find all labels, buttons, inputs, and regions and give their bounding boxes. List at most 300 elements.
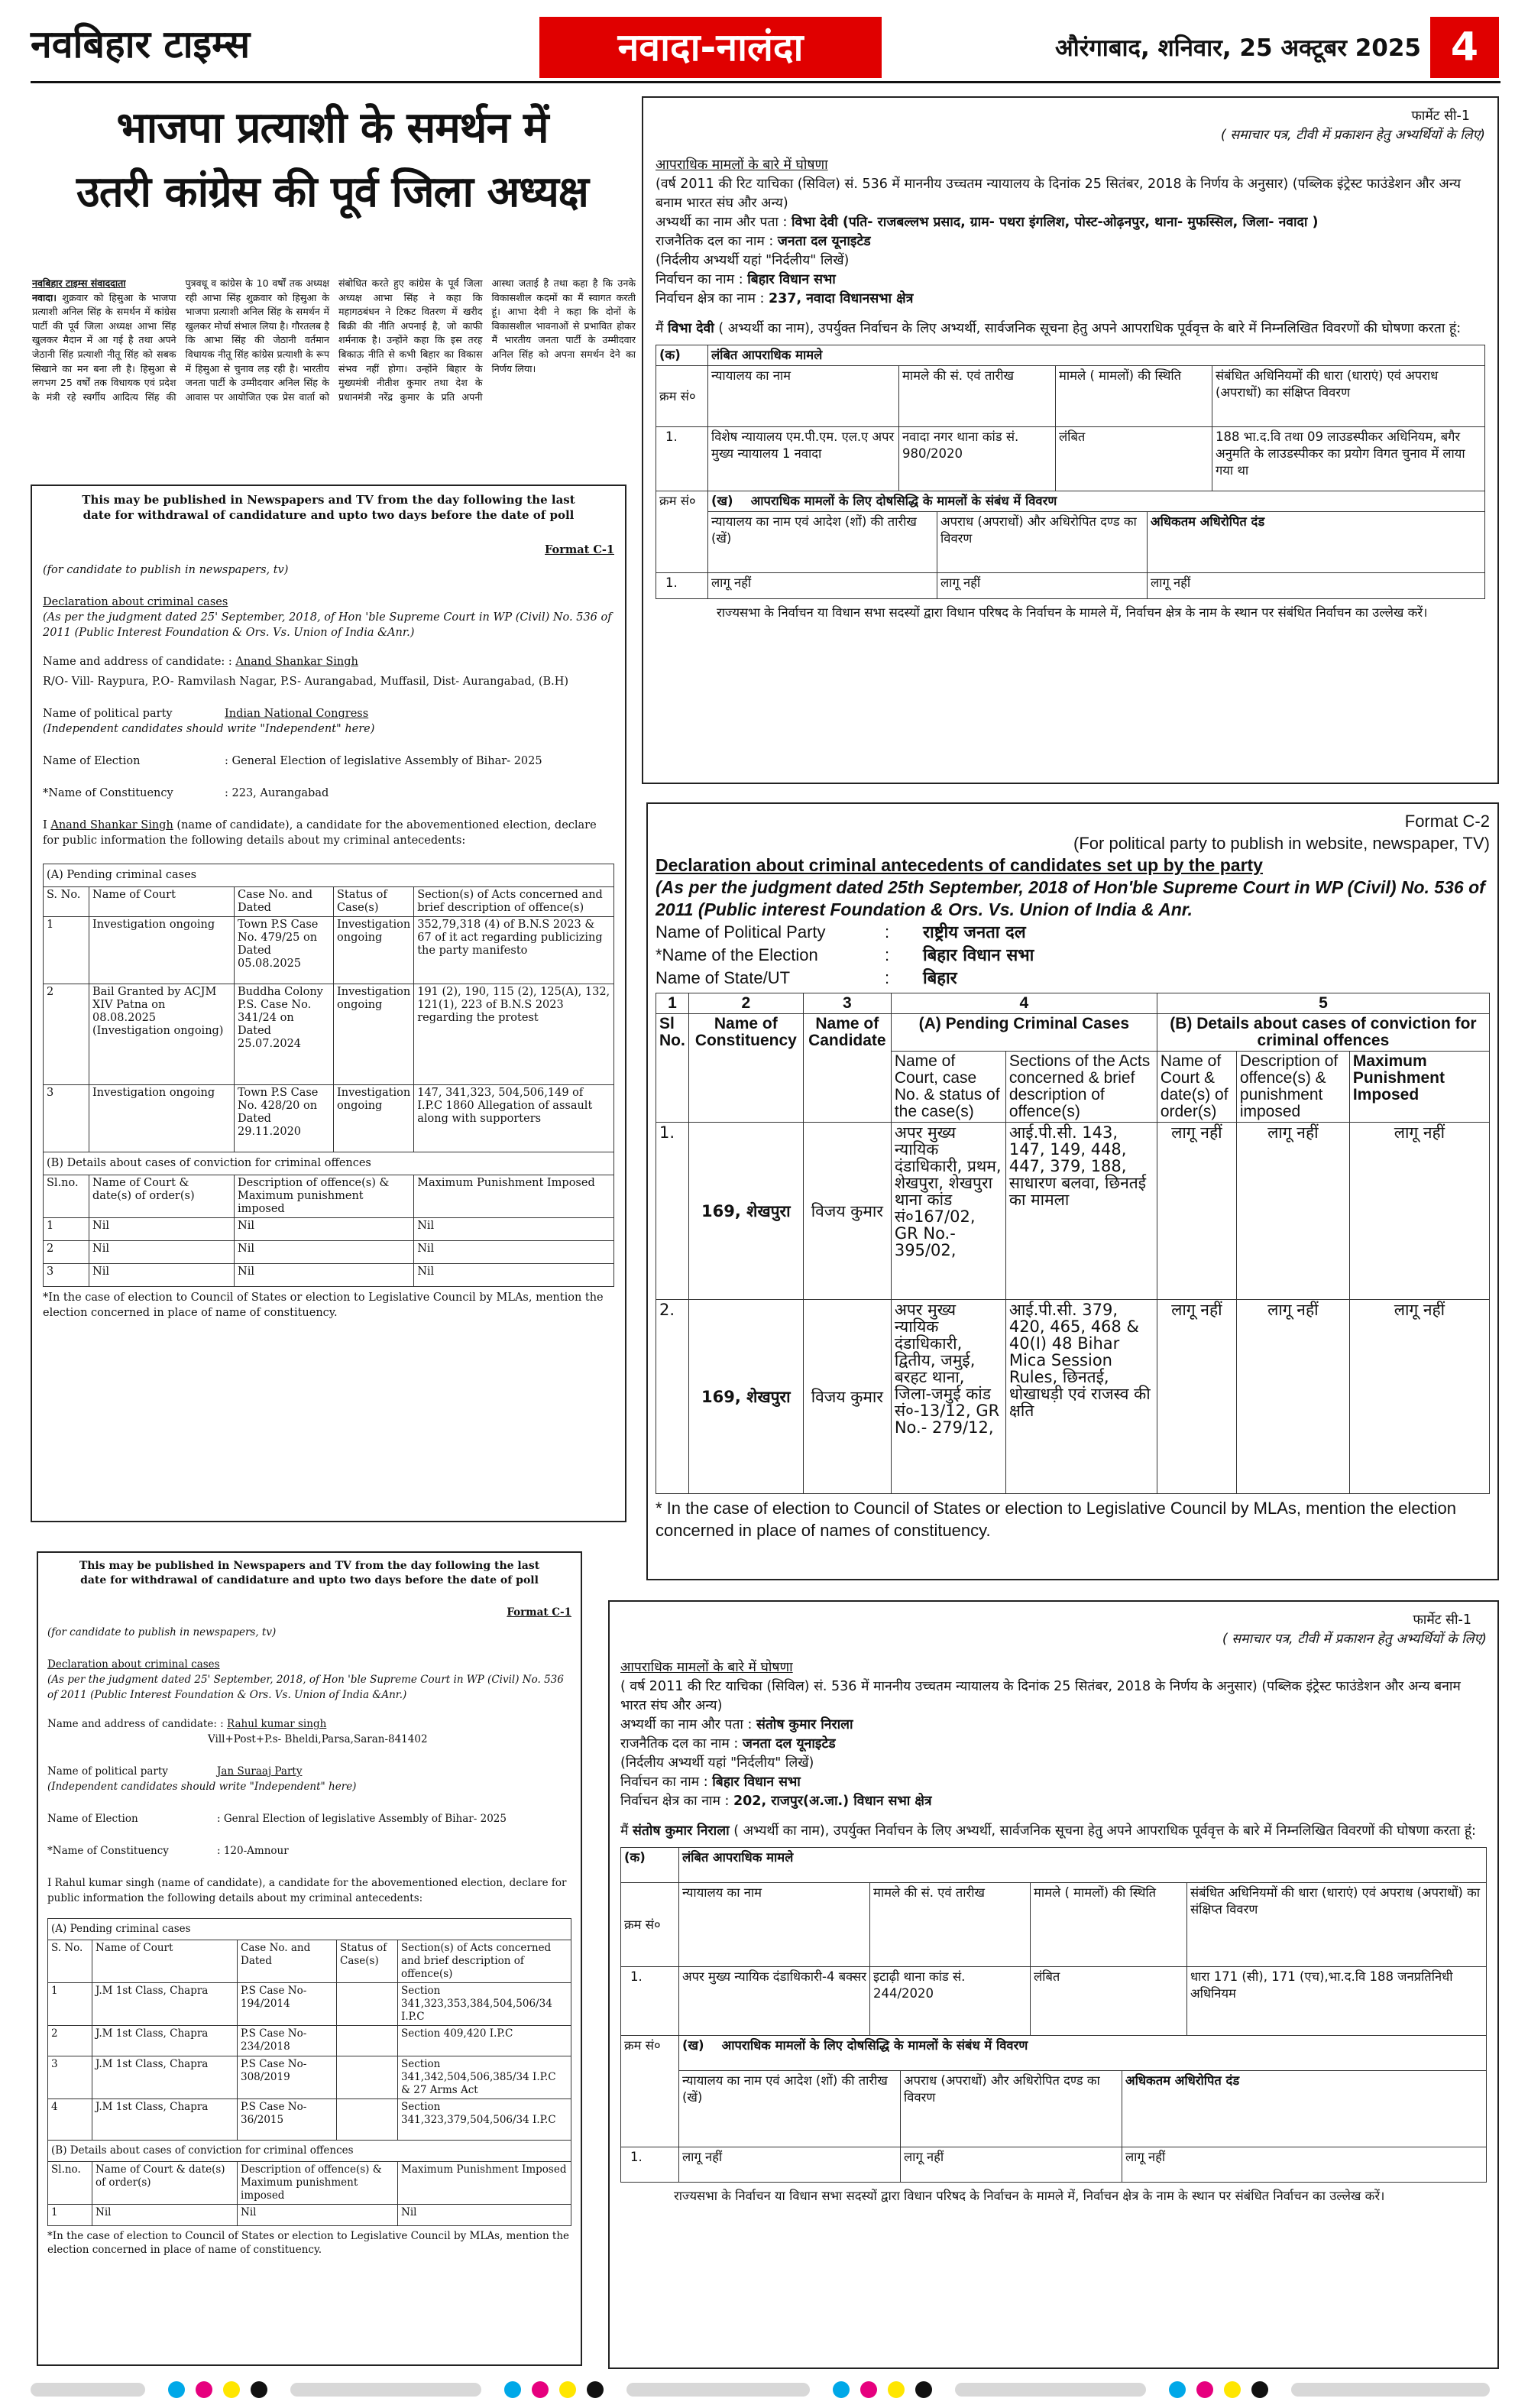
cell: 4 — [48, 2099, 92, 2141]
registration-bar — [31, 2383, 145, 2397]
col-header: Description of offence(s) & Maximum punishment imposed — [235, 1175, 414, 1218]
cell: विजय कुमार — [803, 1300, 891, 1494]
cell: Investigation ongoing — [334, 917, 414, 984]
cell: Nil — [414, 1218, 614, 1241]
headline — [31, 96, 634, 225]
cell: 3 — [44, 1264, 89, 1287]
election-name: बिहार विधान सभा — [747, 272, 836, 287]
election-label: Name of Election — [43, 755, 141, 767]
cell: Section 341,342,504,506,385/34 I.P.C & 27 Arms Act — [398, 2056, 571, 2099]
cell: इटाढ़ी थाना कांड सं. 244/2020 — [870, 1967, 1031, 2036]
candidate-name-label: अभ्यर्थी का नाम और पता : — [620, 1717, 753, 1732]
table-row — [656, 1123, 1490, 1300]
col-header: Section(s) of Acts concerned and brief description of offence(s) — [398, 1940, 571, 1983]
cell: Nil — [235, 1218, 414, 1241]
candidate-name-label: Name and address of candidate: : — [47, 1718, 224, 1730]
constituency-name: : 120-Amnour — [217, 1845, 289, 1857]
election-name: : General Election of legislative Assembly of Bihar- 2025 — [225, 755, 542, 767]
constituency-line — [47, 1843, 571, 1859]
col-number: 4 — [891, 993, 1157, 1014]
cell: Nil — [238, 2205, 398, 2226]
cell: Nil — [89, 1264, 235, 1287]
headline-line-2: उतरी कांग्रेस की पूर्व जिला अध्यक्ष — [76, 167, 588, 217]
cell: Town P.S Case No. 479/25 on Dated 05.08.2025 — [235, 917, 334, 984]
cell: Investigation ongoing — [334, 984, 414, 1085]
table-row — [621, 1967, 1487, 2036]
table-row — [48, 2099, 571, 2141]
col-header: Maximum Punishment Imposed — [1349, 1052, 1489, 1123]
magenta-dot — [1196, 2381, 1213, 2398]
candidate-address: Vill+Post+P.s- Bheldi,Parsa,Saran-841402 — [208, 1733, 428, 1745]
election-line — [656, 944, 1490, 967]
constituency-name: 202, राजपुर(अ.जा.) विधान सभा क्षेत्र — [733, 1794, 932, 1809]
story-place: नवादा। — [32, 291, 57, 303]
election-line — [43, 754, 614, 769]
table-header-row — [656, 512, 1485, 573]
cell: Nil — [235, 1241, 414, 1264]
cell: J.M 1st Class, Chapra — [92, 2026, 238, 2056]
declare-name: संतोष कुमार निराला — [633, 1823, 730, 1839]
declaration-title: Declaration about criminal antecedents of candidates set up by the party — [656, 855, 1263, 875]
cell — [337, 2026, 398, 2056]
col-number: 3 — [803, 993, 891, 1014]
col-header: Description of offence(s) & punishment imposed — [1236, 1052, 1349, 1123]
col-header: न्यायालय का नाम एवं आदेश (शों) की तारीख (खें) — [679, 2071, 901, 2147]
col-header: क्रम सं० — [656, 366, 708, 427]
col-header: Sl.no. — [48, 2162, 92, 2205]
masthead: नवबिहार टाइम्स — [31, 22, 251, 66]
headline-line-1: भाजपा प्रत्याशी के समर्थन में — [116, 103, 549, 153]
dateline: औरंगाबाद, शनिवार, 25 अक्टूबर 2025 — [1054, 34, 1421, 62]
election-label: *Name of the Election — [656, 945, 818, 964]
conviction-cases-table — [620, 2035, 1487, 2183]
separator: : — [885, 922, 890, 941]
table-row — [44, 984, 614, 1085]
declaration-statement — [620, 1822, 1487, 1841]
col-header: मामले की सं. एवं तारीख — [870, 1883, 1031, 1967]
party-label: Name of political party — [47, 1765, 168, 1778]
cell: लागू नहीं — [901, 2147, 1122, 2183]
declare-text: (name of candidate), a candidate for the abovementioned election, declare for public information the following details about my criminal antecedents: — [43, 819, 597, 847]
cell: P.S Case No-234/2018 — [238, 2026, 337, 2056]
col-header: Sections of the Acts concerned & brief description of offence(s) — [1005, 1052, 1157, 1123]
format-label: Format C-1 — [507, 1606, 571, 1619]
pending-cases-title: (A) Pending criminal cases — [48, 1919, 571, 1940]
format-sub: (For political party to publish in website, newspaper, TV) — [1073, 834, 1490, 853]
col-header: क्रम सं० — [621, 1883, 679, 1967]
conviction-title-cell — [708, 491, 1485, 512]
candidates-table — [656, 993, 1490, 1494]
cyan-dot — [1169, 2381, 1186, 2398]
table-row — [44, 917, 614, 984]
cell: लागू नहीं — [708, 573, 937, 599]
conviction-cases-title: (B) Details about cases of conviction for criminal offences — [48, 2141, 571, 2162]
col-header: Name of Court — [92, 1940, 238, 1983]
col-header: S. No. — [44, 887, 89, 917]
col-header: संबंधित अधिनियमों की धारा (धाराएं) एवं अपराध (अपराधों) का संक्षिप्त विवरण — [1212, 366, 1485, 427]
col-header: S. No. — [48, 1940, 92, 1983]
conviction-cases-table — [656, 491, 1485, 599]
cell: अपर मुख्य न्यायिक दंडाधिकारी, प्रथम, शेखपुरा, शेखपुरा थाना कांड सं०167/02, GR No.- 395/02, — [891, 1123, 1005, 1300]
format-c1-hindi-notice-2 — [608, 1600, 1499, 2369]
table-row — [656, 1300, 1490, 1494]
format-label: Format C-2 — [1404, 812, 1490, 831]
table-row — [48, 2026, 571, 2056]
cell: Buddha Colony P.S. Case No. 341/24 on Dated 25.07.2024 — [235, 984, 334, 1085]
cell: लंबित — [1056, 427, 1212, 491]
cell: P.S Case No-308/2019 — [238, 2056, 337, 2099]
cyan-dot — [833, 2381, 850, 2398]
table-row — [44, 1218, 614, 1241]
constituency-line — [620, 1792, 1487, 1811]
col-number: 5 — [1157, 993, 1489, 1014]
party-line — [656, 921, 1490, 944]
party-name: राष्ट्रीय जनता दल — [923, 923, 1026, 942]
declaration-statement — [656, 319, 1485, 339]
col-header: Name of Constituency — [688, 1014, 803, 1123]
cell: आई.पी.सी. 143, 147, 149, 448, 447, 379, 188, साधारण बलवा, छिनतई का मामला — [1005, 1123, 1157, 1300]
footnote: * In the case of election to Council of States or election to Legislative Council by MLAs, mention the election concerned in place of names of constituency. — [656, 1499, 1457, 1540]
declare-pronoun: I — [43, 819, 47, 831]
election-label: Name of Election — [47, 1813, 138, 1825]
declaration-statement: I Rahul kumar singh (name of candidate), a candidate for the abovementioned election, declare for public information the following details about my criminal antecedents: — [47, 1877, 567, 1904]
publish-notice: This may be published in Newspapers and TV from the day following the last date for withdrawal of candidature and upto two days before the date of poll — [82, 493, 575, 522]
cell: धारा 171 (सी), 171 (एच),भा.द.वि 188 जनप्रतिनिधी अधिनियम — [1187, 1967, 1487, 2036]
cell: 3 — [44, 1085, 89, 1152]
col-header: Sl No. — [656, 1014, 689, 1123]
declare-name: विभा देवी — [668, 321, 714, 336]
serial-header: क्रम सं० — [621, 2036, 679, 2147]
col-header: अधिकतम अधिरोपित दंड — [1122, 2071, 1487, 2147]
declare-text: ( अभ्यर्थी का नाम), उपर्युक्त निर्वाचन के लिए अभ्यर्थी, सार्वजनिक सूचना हेतु अपने आपराधिक पूर्ववृत्त के बारे में निम्नलिखित विवरणों की घोषणा करता हूं: — [718, 321, 1462, 336]
col-header: (B) Details about cases of conviction for criminal offences — [1157, 1014, 1489, 1052]
cell: 2 — [48, 2026, 92, 2056]
footnote: *In the case of election to Council of States or election to Legislative Council by MLAs, mention the election concerned in place of name of constituency. — [47, 2230, 570, 2256]
format-c1-notice-2 — [37, 1551, 582, 2366]
cell: अपर मुख्य न्यायिक दंडाधिकारी-4 बक्सर — [679, 1967, 870, 2036]
cell: लागू नहीं — [1349, 1123, 1489, 1300]
independent-note: (Independent candidates should write "Independent" here) — [43, 723, 375, 735]
col-header: Case No. and Dated — [238, 1940, 337, 1983]
format-sub: ( समाचार पत्र, टीवी में प्रकाशन हेतु अभ्यर्थियों के लिए) — [1220, 128, 1485, 143]
declare-pronoun: मैं — [620, 1823, 629, 1839]
table-row — [48, 2205, 571, 2226]
cell: 1 — [48, 1983, 92, 2026]
pending-cases-title: लंबित आपराधिक मामले — [679, 1848, 1487, 1883]
cyan-dot — [504, 2381, 521, 2398]
col-header: Description of offence(s) & Maximum punishment imposed — [238, 2162, 398, 2205]
election-line — [620, 1773, 1487, 1792]
judgment-ref: (As per the judgment dated 25' September, 2018, of Hon 'ble Supreme Court in WP (Civil) No. 536 of 2011 (Public Interest Foundation & Ors. Vs. Union of India &Anr.) — [43, 611, 612, 639]
party-name: जनता दल यूनाइटेड — [777, 234, 871, 249]
col-header: (A) Pending Criminal Cases — [891, 1014, 1157, 1052]
party-name: Indian National Congress — [225, 708, 369, 720]
pending-cases-table — [47, 1918, 571, 2226]
cell: P.S Case No-36/2015 — [238, 2099, 337, 2141]
table-header-row — [621, 2071, 1487, 2147]
yellow-dot — [888, 2381, 905, 2398]
publish-notice: This may be published in Newspapers and TV from the day following the last date for withdrawal of candidature and upto two days before the date of poll — [79, 1560, 540, 1586]
cell: 147, 341,323, 504,506,149 of I.P.C 1860 Allegation of assault along with supporters — [414, 1085, 614, 1152]
constituency-name: 237, नवादा विधानसभा क्षेत्र — [768, 291, 914, 306]
cell: लागू नहीं — [1236, 1123, 1349, 1300]
cell: Nil — [89, 1241, 235, 1264]
yellow-dot — [1224, 2381, 1241, 2398]
conviction-cases-title: (B) Details about cases of conviction for criminal offences — [44, 1152, 614, 1175]
registration-bar — [1291, 2383, 1490, 2397]
cell: Nil — [414, 1264, 614, 1287]
election-name: : Genral Election of legislative Assembly of Bihar- 2025 — [217, 1813, 507, 1825]
cell: 2 — [44, 1241, 89, 1264]
cell: 1. — [656, 427, 708, 491]
cell: लागू नहीं — [1122, 2147, 1487, 2183]
story-text: शुक्रवार को हिसुआ के भाजपा प्रत्याशी अनिल सिंह के समर्थन में कांग्रेस पार्टी की पूर्व जिला अध्यक्ष आभा सिंह खुलकर मैदान में आ गई है तथा अपने जेठानी सिंह प्रत्याशी नीतू सिंह को सबक सिखाने का मन बना ली है। हिसुआ से लगभग 25 वर्षों तक विधायक एवं प्रदेश के मंत्री रहे स्वर्गीय आदित्य सिंह की पुत्रवधू व कांग्रेस के 10 वर्षों तक अध्यक्ष रही आभा सिंह शुक्रवार को हिसुआ के भाजपा प्रत्याशी अनिल सिंह के समर्थन में खुलकर मोर्चा संभाल लिया है। गौरतलब है कि आभा सिंह की जेठानी वर्तमान विधायक नीतू सिंह कांग्रेस प्रत्याशी के रूप में हिसुआ से चुनाव लड़ रही है। भारतीय जनता पार्टी के उम्मीदवार अनिल सिंह के आवास पर आयोजित एक प्रेस वार्ता को संबोधित करते हुए कांग्रेस के पूर्व जिला अध्यक्ष आभा सिंह ने कहा कि महागठबंधन ने टिकट वितरण में खरीद बिक्री की नीति अपनाई है, जो काफी शर्मनाक है। उन्होंने कहा कि इस तरह बिकाऊ नीति से कभी बिहार का विकास संभव नहीं होगा। उन्होंने बिहार के मुख्यमंत्री नीतीश कुमार तथा देश के प्रधानमंत्री नरेंद्र कुमार के प्रति अपनी आस्था जताई है तथा कहा है कि उनके विकासशील कदमों का मैं स्वागत करती हूं। आभा देवी ने कहा कि दोनों के विकासशील भावनाओं से प्रभावित होकर मैं भारतीय जनता पार्टी के उम्मीदवार अनिल सिंह को अपना समर्थन देने का निर्णय लिया। — [32, 277, 636, 403]
cell — [337, 1983, 398, 2026]
col-header: Case No. and Dated — [235, 887, 334, 917]
declaration-title: Declaration about criminal cases — [43, 596, 228, 608]
pending-cases-title: लंबित आपराधिक मामले — [708, 345, 1485, 366]
cell: Investigation ongoing — [334, 1085, 414, 1152]
party-label: Name of political party — [43, 708, 173, 720]
cell: लागू नहीं — [1157, 1123, 1236, 1300]
table-row — [44, 1241, 614, 1264]
cell: Bail Granted by ACJM XIV Patna on 08.08.2025 (Investigation ongoing) — [89, 984, 235, 1085]
table-row — [44, 1085, 614, 1152]
cell: 191 (2), 190, 115 (2), 125(A), 132, 121(1), 223 of B.N.S 2023 regarding the protest — [414, 984, 614, 1085]
black-dot — [915, 2381, 932, 2398]
cell: 2. — [656, 1300, 689, 1494]
table-header-row — [656, 1014, 1490, 1052]
col-header: अधिकतम अधिरोपित दंड — [1148, 512, 1485, 573]
table-row — [656, 573, 1485, 599]
col-header: Maximum Punishment Imposed — [414, 1175, 614, 1218]
format-label: फार्मेट सी-1 — [1413, 1612, 1471, 1628]
election-label: निर्वाचन का नाम : — [620, 1774, 708, 1790]
independent-note: (Independent candidates should write "Independent" here) — [47, 1781, 357, 1793]
news-story — [32, 277, 636, 468]
format-for: (for candidate to publish in newspapers, tv) — [43, 564, 289, 576]
cell: Nil — [89, 1218, 235, 1241]
judgment-ref: ( वर्ष 2011 की रिट याचिका (सिविल) सं. 536 में माननीय उच्चतम न्यायालय के दिनांक 25 सितंबर, 2018 के निर्णय के अनुसार) (पब्लिक इंट्रेस्ट फाउंडेशन और अन्य बनाम भारत संघ और अन्य) — [620, 1679, 1461, 1713]
format-c1-hindi-notice-1 — [642, 96, 1499, 784]
cell: लागू नहीं — [679, 2147, 901, 2183]
cell: लागू नहीं — [1236, 1300, 1349, 1494]
cell: विशेष न्यायालय एम.पी.एम. एल.ए अपर मुख्य न्यायालय 1 नवादा — [708, 427, 899, 491]
judgment-ref: (As per the judgment dated 25th September, 2018 of Hon'ble Supreme Court in WP (Civil) No. 536 of 2011 (Public interest Foundation & Ors. Vs. Union of India & Anr. — [656, 877, 1485, 919]
candidate-name: Anand Shankar Singh — [235, 656, 358, 668]
cell: लागू नहीं — [937, 573, 1148, 599]
candidate-name-line — [47, 1716, 571, 1732]
col-header: Status of Case(s) — [337, 1940, 398, 1983]
judgment-ref: (As per the judgment dated 25' September, 2018, of Hon 'ble Supreme Court in WP (Civil) No. 536 of 2011 (Public Interest Foundation & Ors. Vs. Union of India &Anr.) — [47, 1674, 564, 1701]
cell: 1 — [44, 1218, 89, 1241]
col-header: मामले ( मामलों) की स्थिति — [1031, 1883, 1187, 1967]
constituency-line — [43, 786, 614, 801]
cell: Section 409,420 I.P.C — [398, 2026, 571, 2056]
candidate-name-line — [43, 654, 614, 669]
yellow-dot — [559, 2381, 576, 2398]
cell: J.M 1st Class, Chapra — [92, 2056, 238, 2099]
conviction-cases-title: आपराधिक मामलों के लिए दोषसिद्धि के मामलों के संबंध में विवरण — [750, 494, 1057, 508]
footnote: राज्यसभा के निर्वाचन या विधान सभा सदस्यों द्वारा विधान परिषद के निर्वाचन के मामले में, निर्वाचन क्षेत्र के नाम के स्थान पर संबंधित निर्वाचन का उल्लेख करें। — [674, 2189, 1385, 2203]
col-header: न्यायालय का नाम — [679, 1883, 870, 1967]
party-label: राजनैतिक दल का नाम : — [620, 1736, 739, 1752]
cell: 1. — [621, 2147, 679, 2183]
state-label: Name of State/UT — [656, 968, 791, 987]
election-name: बिहार विधान सभा — [712, 1774, 801, 1790]
section-code: (ख) — [711, 494, 733, 508]
cell: Section 341,323,379,504,506/34 I.P.C — [398, 2099, 571, 2141]
table-row — [48, 1983, 571, 2026]
declare-name: Anand Shankar Singh — [50, 819, 173, 831]
section-code: (क) — [656, 345, 708, 366]
col-header: Name of Candidate — [803, 1014, 891, 1123]
cell: P.S Case No-194/2014 — [238, 1983, 337, 2026]
declaration-title: आपराधिक मामलों के बारे में घोषणा — [656, 157, 828, 173]
cell: लंबित — [1031, 1967, 1187, 2036]
col-number: 2 — [688, 993, 803, 1014]
col-header: Name of Court & date(s) of order(s) — [89, 1175, 235, 1218]
candidate-name-label: Name and address of candidate: : — [43, 656, 232, 668]
cell: J.M 1st Class, Chapra — [92, 2099, 238, 2141]
cell: 3 — [48, 2056, 92, 2099]
table-row — [656, 427, 1485, 491]
magenta-dot — [196, 2381, 212, 2398]
party-line — [47, 1764, 571, 1779]
election-name: बिहार विधान सभा — [923, 946, 1034, 965]
conviction-cases-title: आपराधिक मामलों के लिए दोषसिद्धि के मामलों के संबंध में विवरण — [721, 2038, 1028, 2053]
page-number: 4 — [1430, 17, 1499, 78]
registration-bar — [626, 2383, 810, 2397]
cell: आई.पी.सी. 379, 420, 465, 468 & 40(I) 48 Bihar Mica Session Rules, छिनतई, धोखाधड़ी एवं राजस्व की क्षति — [1005, 1300, 1157, 1494]
cell: Nil — [398, 2205, 571, 2226]
col-header: Sl.no. — [44, 1175, 89, 1218]
constituency-label: निर्वाचन क्षेत्र का नाम : — [620, 1794, 730, 1809]
declare-text: ( अभ्यर्थी का नाम), उपर्युक्त निर्वाचन के लिए अभ्यर्थी, सार्वजनिक सूचना हेतु अपने आपराधिक पूर्ववृत्त के बारे में निम्नलिखित विवरणों की घोषणा करता हूं: — [733, 1823, 1476, 1839]
party-line — [43, 706, 614, 721]
table-row — [48, 2056, 571, 2099]
pending-cases-table — [43, 864, 614, 1287]
cell: Nil — [414, 1241, 614, 1264]
col-header: संबंधित अधिनियमों की धारा (धाराएं) एवं अपराध (अपराधों) का संक्षिप्त विवरण — [1187, 1883, 1487, 1967]
candidate-name-label: अभ्यर्थी का नाम और पता : — [656, 215, 788, 230]
separator: : — [885, 968, 890, 987]
section-code: (ख) — [682, 2038, 704, 2053]
cell — [337, 2056, 398, 2099]
col-header: Status of Case(s) — [334, 887, 414, 917]
conviction-title-cell — [679, 2036, 1487, 2071]
col-header: Name of Court & date(s) of order(s) — [1157, 1052, 1236, 1123]
magenta-dot — [860, 2381, 877, 2398]
magenta-dot — [532, 2381, 549, 2398]
candidate-name: संतोष कुमार निराला — [756, 1717, 853, 1732]
format-for: (for candidate to publish in newspapers, tv) — [47, 1626, 277, 1638]
cell: 169, शेखपुरा — [688, 1123, 803, 1300]
table-row — [621, 2147, 1487, 2183]
pending-cases-table — [656, 345, 1485, 491]
section-banner: नवादा-नालंदा — [539, 17, 882, 78]
declaration-title: आपराधिक मामलों के बारे में घोषणा — [620, 1660, 793, 1675]
cell: Investigation ongoing — [89, 917, 235, 984]
format-c2-notice — [646, 802, 1499, 1580]
party-line — [656, 232, 1485, 251]
cell: Town P.S Case No. 428/20 on Dated 29.11.2020 — [235, 1085, 334, 1152]
col-header: Name of Court — [89, 887, 235, 917]
cell: अपर मुख्य न्यायिक दंडाधिकारी, द्वितीय, जमुई, बरहट थाना, जिला-जमुई कांड सं०-13/12, GR No.- 279/12, — [891, 1300, 1005, 1494]
serial-header: क्रम सं० — [656, 491, 708, 573]
election-line — [47, 1811, 571, 1826]
judgment-ref: (वर्ष 2011 की रिट याचिका (सिविल) सं. 536 में माननीय उच्चतम न्यायालय के दिनांक 25 सितंबर, 2018 के निर्णय के अनुसार) (पब्लिक इंट्रेस्ट फाउंडेशन और अन्य बनाम भारत संघ और अन्य) — [656, 177, 1462, 211]
black-dot — [1251, 2381, 1268, 2398]
independent-note: (निर्दलीय अभ्यर्थी यहां "निर्दलीय" लिखें) — [620, 1755, 814, 1771]
election-label: निर्वाचन का नाम : — [656, 272, 743, 287]
col-header: अपराध (अपराधों) और अधिरोपित दण्ड का विवरण — [937, 512, 1148, 573]
format-sub: ( समाचार पत्र, टीवी में प्रकाशन हेतु अभ्यर्थियों के लिए) — [1222, 1632, 1487, 1647]
candidate-name: Rahul kumar singh — [227, 1718, 327, 1730]
separator: : — [885, 945, 890, 964]
cell: 188 भा.द.वि तथा 09 लाउडस्पीकर अधिनियम, बगैर अनुमति के लाउडस्पीकर का प्रयोग विगत चुनाव में लाया गया था — [1212, 427, 1485, 491]
format-c1-notice-1 — [31, 485, 626, 1522]
cell: नवादा नगर थाना कांड सं. 980/2020 — [899, 427, 1056, 491]
table-header-row — [621, 1883, 1487, 1967]
constituency-name: : 223, Aurangabad — [225, 787, 329, 799]
constituency-label: *Name of Constituency — [47, 1845, 169, 1857]
table-header-row — [44, 887, 614, 917]
cell: Section 341,323,353,384,504,506/34 I.P.C — [398, 1983, 571, 2026]
declaration-title: Declaration about criminal cases — [47, 1658, 220, 1671]
table-row — [44, 1264, 614, 1287]
cell: 1. — [621, 1967, 679, 2036]
table-header-row — [48, 2162, 571, 2205]
section-code: (क) — [621, 1848, 679, 1883]
declare-pronoun: मैं — [656, 321, 664, 336]
party-name: Jan Suraaj Party — [217, 1765, 303, 1778]
party-name: जनता दल यूनाइटेड — [742, 1736, 836, 1752]
cell: लागू नहीं — [1349, 1300, 1489, 1494]
col-header: Name of Court, case No. & status of the case(s) — [891, 1052, 1005, 1123]
party-label: राजनैतिक दल का नाम : — [656, 234, 774, 249]
independent-note: (निर्दलीय अभ्यर्थी यहां "निर्दलीय" लिखें) — [656, 253, 850, 268]
yellow-dot — [223, 2381, 240, 2398]
cell: विजय कुमार — [803, 1123, 891, 1300]
black-dot — [587, 2381, 604, 2398]
story-byline: नवबिहार टाइम्स संवाददाता — [32, 277, 126, 289]
column-number-row — [656, 993, 1490, 1014]
candidate-line — [656, 213, 1485, 232]
black-dot — [251, 2381, 267, 2398]
cell: 1. — [656, 573, 708, 599]
table-header-row — [656, 366, 1485, 427]
cell: 2 — [44, 984, 89, 1085]
pending-cases-title: (A) Pending criminal cases — [44, 864, 614, 887]
candidate-address: R/O- Vill- Raypura, P.O- Ramvilash Nagar, P.S- Aurangabad, Muffasil, Dist- Aurangabad, (B.H) — [43, 676, 569, 688]
footnote: राज्यसभा के निर्वाचन या विधान सभा सदस्यों द्वारा विधान परिषद के निर्वाचन के मामले में, निर्वाचन क्षेत्र के नाम के स्थान पर संबंधित निर्वाचन का उल्लेख करें। — [717, 605, 1428, 620]
format-label: फार्मेट सी-1 — [1411, 109, 1470, 124]
col-number: 1 — [656, 993, 689, 1014]
table-header-row — [48, 1940, 571, 1983]
cell: Nil — [92, 2205, 238, 2226]
cell: 352,79,318 (4) of B.N.S 2023 & 67 of it act regarding publicizing the party manifesto — [414, 917, 614, 984]
table-header-row — [44, 1175, 614, 1218]
header-rule — [31, 81, 1500, 83]
candidate-name: विभा देवी (पति- राजबल्लभ प्रसाद, ग्राम- पथरा इंगलिश, पोस्ट-ओढ़नपुर, थाना- मुफस्सिल, जिला- नवादा ) — [792, 215, 1319, 230]
col-header: अपराध (अपराधों) और अधिरोपित दण्ड का विवरण — [901, 2071, 1122, 2147]
candidate-line — [620, 1716, 1487, 1735]
col-header: Section(s) of Acts concerned and brief description of offence(s) — [414, 887, 614, 917]
election-line — [656, 271, 1485, 290]
cell: लागू नहीं — [1157, 1300, 1236, 1494]
cell: Investigation ongoing — [89, 1085, 235, 1152]
